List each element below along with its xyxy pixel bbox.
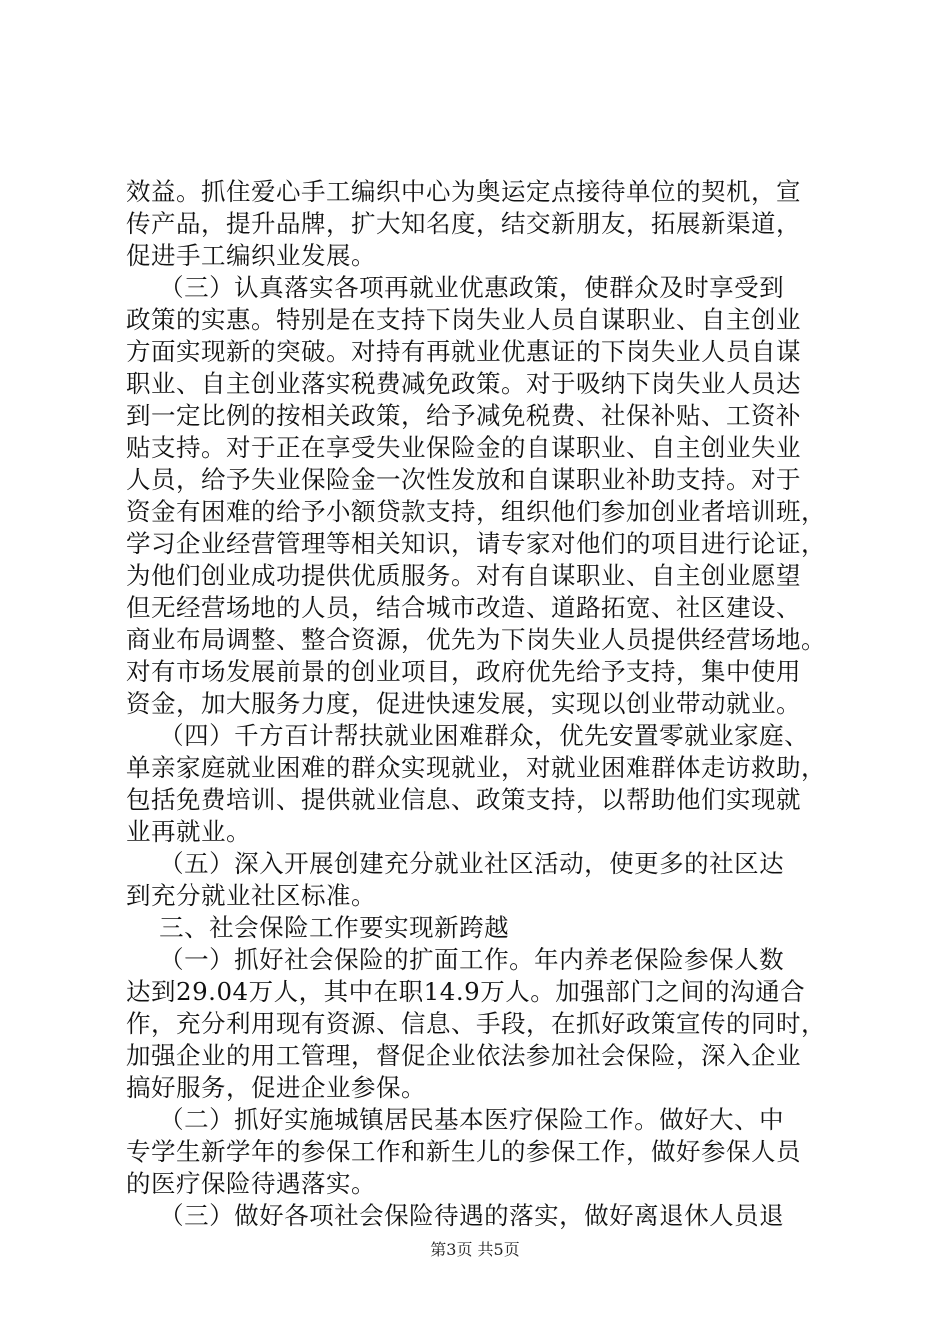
text-line: 职业、自主创业落实税费减免政策。对于吸纳下岗失业人员达	[126, 369, 801, 398]
text-line: 到一定比例的按相关政策，给予减免税费、社保补贴、工资补	[126, 401, 801, 430]
text-line: 人员，给予失业保险金一次性发放和自谋职业补助支持。对于	[126, 465, 801, 494]
text-line: 资金有困难的给予小额贷款支持，组织他们参加创业者培训班，	[126, 497, 826, 526]
text-line: 到充分就业社区标准。	[126, 881, 376, 910]
text-line: 效益。抓住爱心手工编织中心为奥运定点接待单位的契机，宣	[126, 177, 801, 206]
text-line: 传产品，提升品牌，扩大知名度，结交新朋友，拓展新渠道，	[126, 209, 801, 238]
text-line: 方面实现新的突破。对持有再就业优惠证的下岗失业人员自谋	[126, 337, 801, 366]
text-line: 商业布局调整、整合资源，优先为下岗失业人员提供经营场地。	[126, 625, 826, 654]
text-line: （一）抓好社会保险的扩面工作。年内养老保险参保人数	[126, 945, 785, 974]
page-footer: 第3页 共5页	[430, 1240, 520, 1259]
text-line: 学习企业经营管理等相关知识，请专家对他们的项目进行论证，	[126, 529, 826, 558]
text-line: 专学生新学年的参保工作和新生儿的参保工作，做好参保人员	[126, 1137, 801, 1166]
text-line: （二）抓好实施城镇居民基本医疗保险工作。做好大、中	[126, 1105, 785, 1134]
text-line: 促进手工编织业发展。	[126, 241, 376, 270]
text-line: 包括免费培训、提供就业信息、政策支持，以帮助他们实现就	[126, 785, 801, 814]
text-line: 作，充分利用现有资源、信息、手段，在抓好政策宣传的同时，	[126, 1009, 826, 1038]
text-line: 加强企业的用工管理，督促企业依法参加社会保险，深入企业	[126, 1041, 801, 1070]
text-line: （四）千方百计帮扶就业困难群众，优先安置零就业家庭、	[126, 721, 810, 750]
text-line: 单亲家庭就业困难的群众实现就业，对就业困难群体走访救助，	[126, 753, 826, 782]
text-line: 的医疗保险待遇落实。	[126, 1169, 376, 1198]
text-line: 政策的实惠。特别是在支持下岗失业人员自谋职业、自主创业	[126, 305, 801, 334]
text-line: 但无经营场地的人员，结合城市改造、道路拓宽、社区建设、	[126, 593, 801, 622]
text-line: 贴支持。对于正在享受失业保险金的自谋职业、自主创业失业	[126, 433, 801, 462]
text-line: 为他们创业成功提供优质服务。对有自谋职业、自主创业愿望	[126, 561, 801, 590]
text-line: 达到29.04万人，其中在职14.9万人。加强部门之间的沟通合	[126, 977, 806, 1006]
document-body	[126, 176, 836, 1232]
text-line: 三、社会保险工作要实现新跨越	[126, 913, 510, 942]
text-line: （三）做好各项社会保险待遇的落实，做好离退休人员退	[126, 1201, 785, 1230]
text-line: 资金，加大服务力度，促进快速发展，实现以创业带动就业。	[126, 689, 801, 718]
text-line: （五）深入开展创建充分就业社区活动，使更多的社区达	[126, 849, 785, 878]
text-line: （三）认真落实各项再就业优惠政策，使群众及时享受到	[126, 273, 785, 302]
text-line: 业再就业。	[126, 817, 251, 846]
text-line: 搞好服务，促进企业参保。	[126, 1073, 426, 1102]
text-line: 对有市场发展前景的创业项目，政府优先给予支持，集中使用	[126, 657, 801, 686]
